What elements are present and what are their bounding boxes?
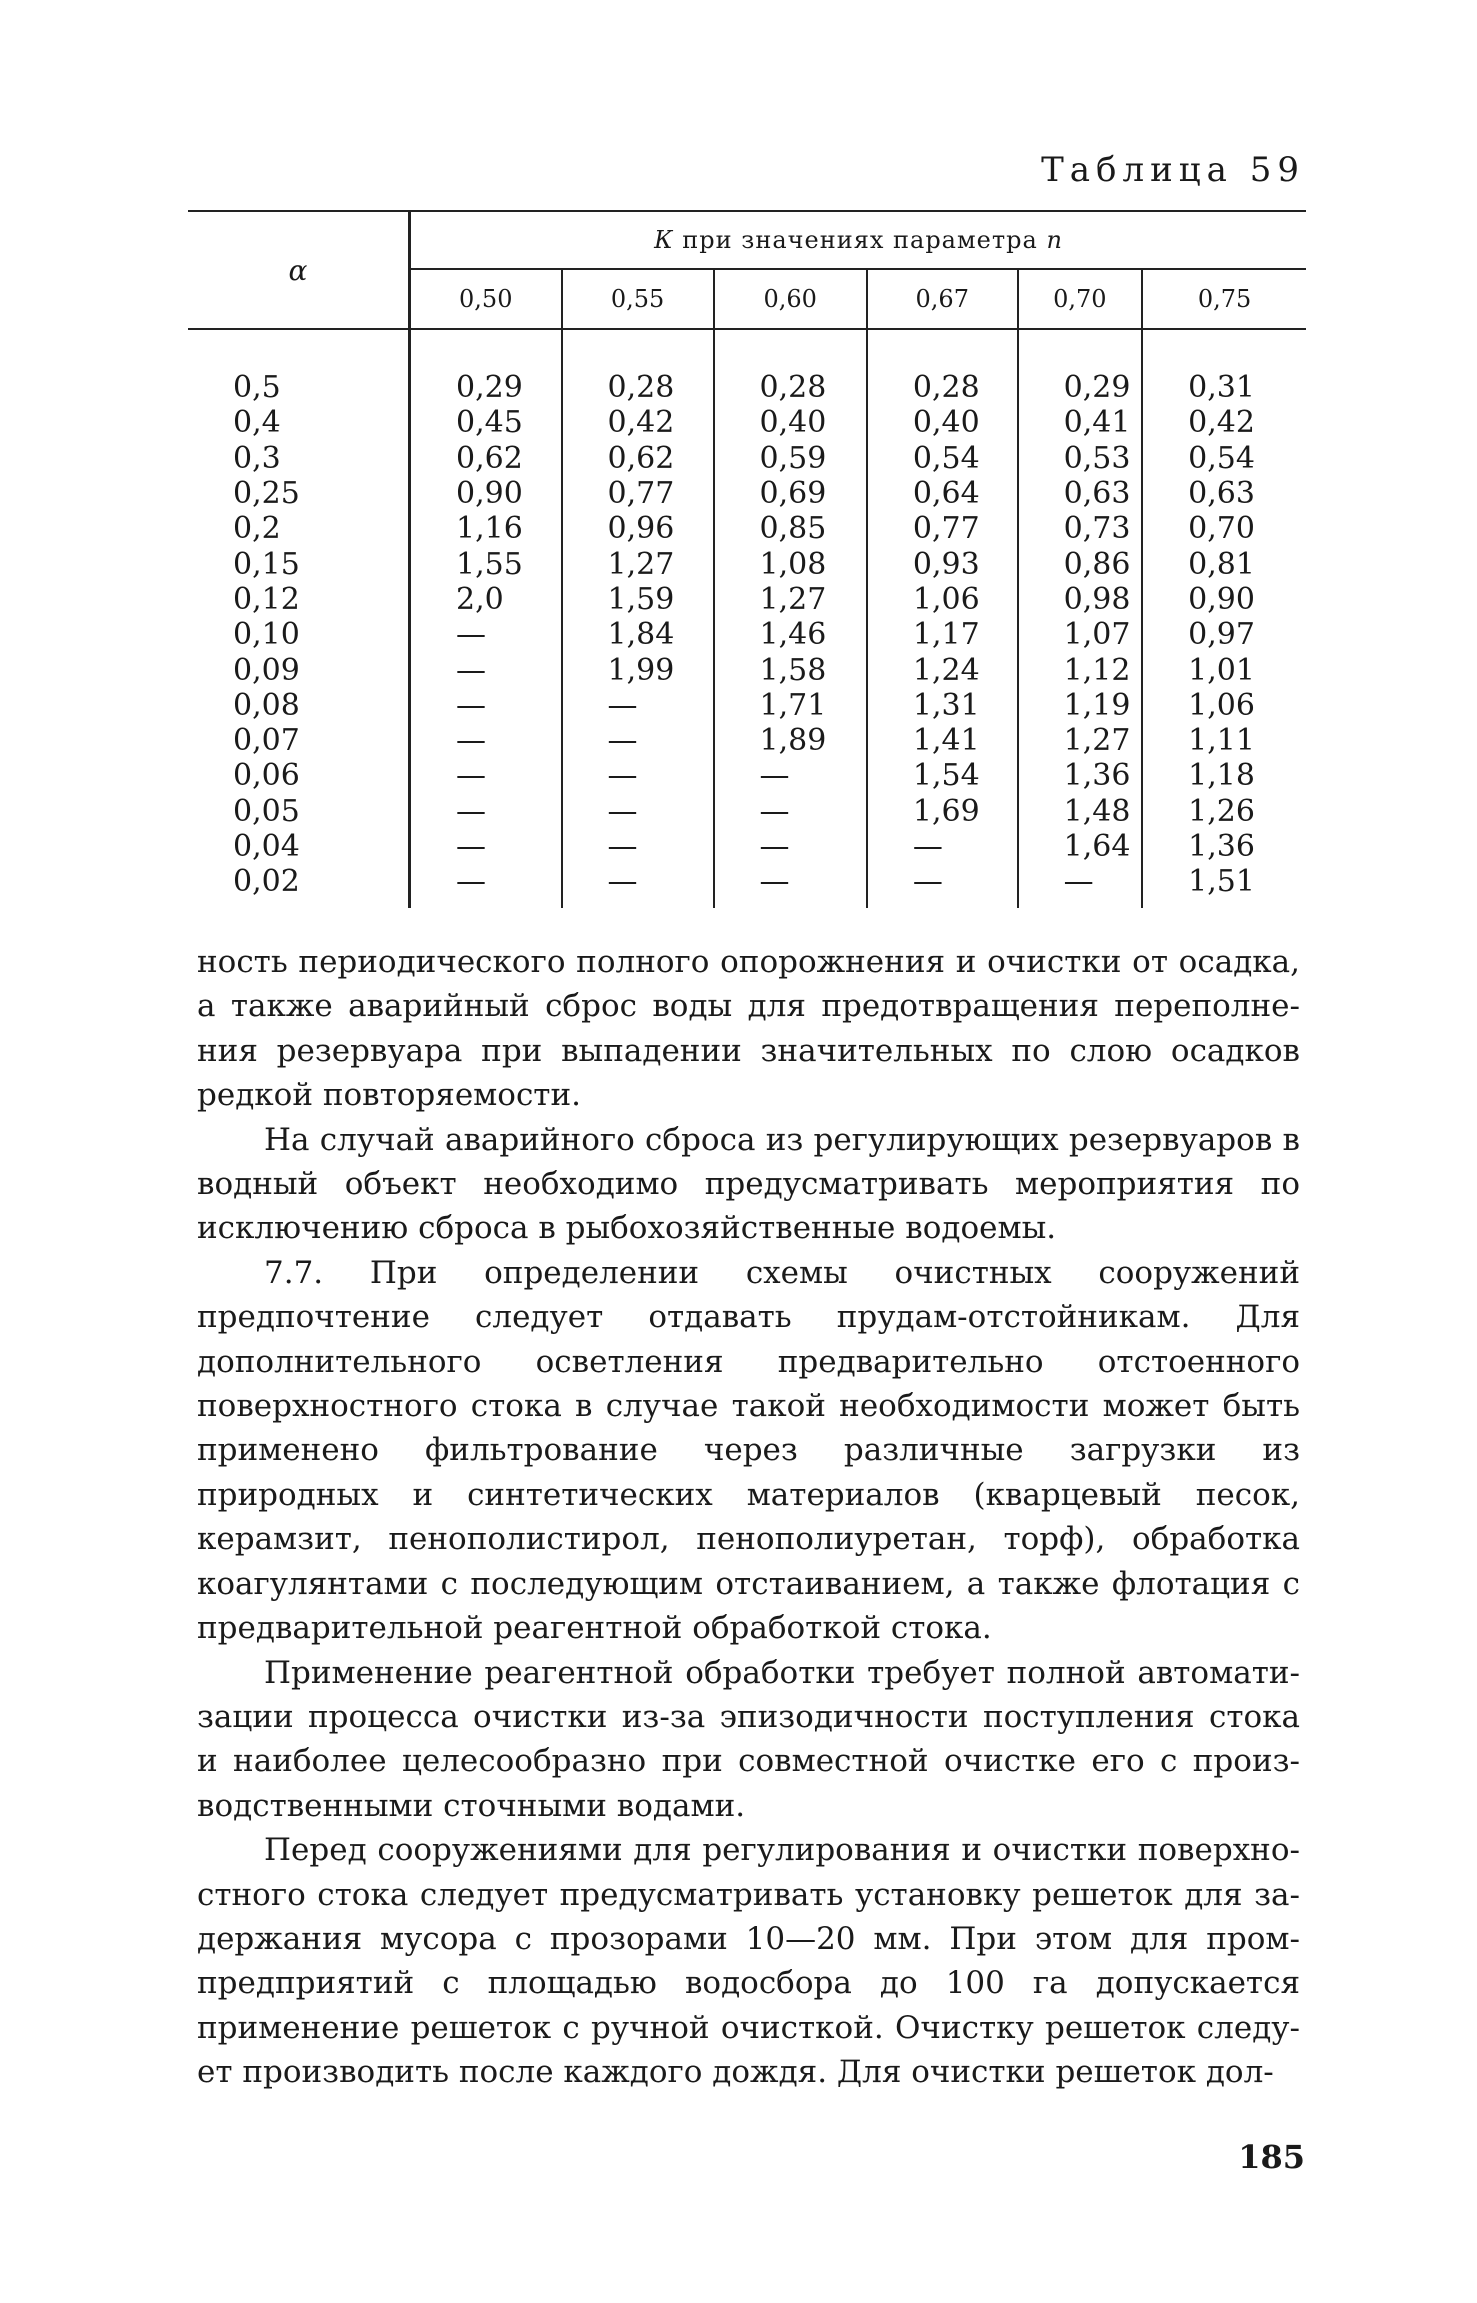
k-value-cell: 1,46 [714,617,867,652]
n-value-header: 0,60 [714,269,867,329]
k-value-cell: 0,73 [1018,511,1143,546]
k-value-cell: 1,31 [867,688,1018,723]
table-body [188,329,1306,908]
table-row [188,617,1306,652]
k-value-cell: — [562,794,714,829]
table-row [188,405,1306,440]
table-row [188,758,1306,793]
k-value-cell: 0,45 [455,405,523,441]
k-value-cell: 0,70 [1142,511,1306,546]
k-value-cell: 0,98 [1018,582,1143,617]
k-value-cell: 0,28 [714,370,867,405]
paragraph: На случай аварийного сброса из регулирующих резервуаров в водный объект необходимо предусматривать мероприятия по исключению сброса в рыбохозяйственные водоемы. [197,1121,1300,1247]
spacer-cell [188,329,409,370]
alpha-cell: 0,2 [188,511,409,546]
alpha-cell: 0,10 [188,617,409,652]
k-value-cell: 1,99 [562,652,714,687]
k-value-cell: 0,29 [455,370,523,406]
n-value-header: 0,70 [1018,269,1143,329]
k-value-cell: 0,28 [867,370,1018,405]
k-value-cell: — [867,864,1018,908]
k-value-cell: — [562,864,714,908]
table-caption: Таблица 59 [1041,150,1305,190]
k-value-cell: 0,62 [562,441,714,476]
alpha-cell: 0,06 [188,758,409,793]
k-value-cell: 1,54 [867,758,1018,793]
alpha-cell: 0,4 [188,405,409,440]
k-value-cell: 0,53 [1018,441,1143,476]
k-value-cell: 1,64 [1018,829,1143,864]
k-value-cell: 1,84 [562,617,714,652]
k-value-cell: 1,06 [867,582,1018,617]
k-value-cell: 1,07 [1018,617,1143,652]
alpha-cell: 0,04 [188,829,409,864]
k-value-cell: 0,85 [714,511,867,546]
k-value-cell: 1,48 [1018,794,1143,829]
k-value-cell: 0,42 [1142,405,1306,440]
k-value-cell: 1,06 [1142,688,1306,723]
k-group-header [409,211,1306,269]
k-value-cell: 1,27 [1018,723,1143,758]
k-value-cell: — [455,687,486,723]
k-value-cell: 1,36 [1018,758,1143,793]
k-value-cell: 0,77 [562,476,714,511]
table-row [188,723,1306,758]
k-symbol: К [654,226,674,254]
k-value-cell: 0,96 [562,511,714,546]
k-value-cell: — [455,617,486,653]
k-value-cell: 1,55 [455,546,523,582]
k-value-cell: 0,81 [1142,546,1306,581]
k-value-cell: — [714,758,867,793]
table-row [188,582,1306,617]
k-value-cell: 1,51 [1142,864,1306,908]
table-row [188,864,1306,908]
k-value-cell: 0,31 [1142,370,1306,405]
k-value-cell: 1,01 [1142,652,1306,687]
k-value-cell: 1,12 [1018,652,1143,687]
k-value-cell: — [455,723,486,759]
k-value-cell: — [455,758,486,794]
table-row [188,511,1306,546]
k-value-cell: 1,27 [562,546,714,581]
k-value-cell: 0,63 [1142,476,1306,511]
k-group-text: при значениях параметра [673,226,1047,254]
k-value-cell: 0,40 [867,405,1018,440]
k-value-cell: 1,11 [1142,723,1306,758]
alpha-cell: 0,3 [188,441,409,476]
k-value-cell: 1,16 [455,511,523,547]
alpha-cell: 0,05 [188,794,409,829]
alpha-cell: 0,08 [188,688,409,723]
k-value-cell: 1,26 [1142,794,1306,829]
k-value-cell: 0,97 [1142,617,1306,652]
spacer-cell [1018,329,1143,370]
k-value-cell: 0,77 [867,511,1018,546]
k-value-cell: 1,58 [714,652,867,687]
k-value-cell: 0,40 [714,405,867,440]
k-value-cell: 1,18 [1142,758,1306,793]
k-value-cell: 1,17 [867,617,1018,652]
header-spacer-row [188,329,1306,370]
table-row [188,652,1306,687]
k-value-cell: — [714,829,867,864]
k-value-cell: — [562,758,714,793]
table-row [188,370,1306,405]
spacer-cell [714,329,867,370]
k-value-cell: 1,08 [714,546,867,581]
body-text [197,940,1300,2095]
spacer-cell [867,329,1018,370]
k-value-cell: 2,0 [455,581,504,617]
k-value-cell: — [562,723,714,758]
k-value-cell: 1,89 [714,723,867,758]
k-value-cell: — [455,829,486,864]
k-value-cell: 1,36 [1142,829,1306,864]
k-value-cell: — [455,864,486,900]
alpha-cell: 0,07 [188,723,409,758]
n-value-header: 0,55 [562,269,714,329]
k-value-cell: 0,93 [867,546,1018,581]
k-value-cell: — [1018,864,1143,908]
n-value-header: 0,67 [867,269,1018,329]
alpha-cell: 0,15 [188,546,409,581]
n-value-header: 0,75 [1142,269,1306,329]
k-value-cell: 0,29 [1018,370,1143,405]
n-symbol: n [1046,226,1063,254]
k-value-cell: 0,41 [1018,405,1143,440]
k-value-cell: — [714,794,867,829]
table-row [188,688,1306,723]
k-value-cell: 0,42 [562,405,714,440]
alpha-cell: 0,5 [188,370,409,405]
paragraph: 7.7. При определении схемы очистных сооружений предпочтение следует отдавать прудам-отстойникам. Для дополнительного осветления предварительно отстоенного поверхностного стока в случае такой необходимости может быть применено фильтрование через различные загрузки из природных и синтетических материалов (кварцевый песок, керамзит, пенополистирол, пенополиуретан, торф), обработка коагулянтами с последующим отстаиванием, а также флотация с предварительной реагентной обработкой стока. [197,1254,1300,1647]
table-row [188,546,1306,581]
k-value-cell: — [867,829,1018,864]
paragraph: ность периодического полного опорожнения и очистки от осадка, а также аварийный сброс воды для предотвращения переполнения резервуара при выпадении значительных по слою осадков редкой повторяемости. [197,944,1300,1114]
k-value-cell: — [562,688,714,723]
k-value-cell: — [455,652,486,688]
alpha-cell: 0,12 [188,582,409,617]
alpha-column-header: α [188,211,409,329]
k-value-cell: 0,90 [1142,582,1306,617]
table-row [188,441,1306,476]
table-header [188,211,1306,329]
k-value-cell: 0,64 [867,476,1018,511]
k-value-cell: 0,54 [1142,441,1306,476]
spacer-cell [1142,329,1306,370]
k-value-cell: 0,86 [1018,546,1143,581]
k-value-cell: 1,24 [867,652,1018,687]
page-number: 185 [1238,2138,1305,2176]
k-value-cell: 0,54 [867,441,1018,476]
n-value-header: 0,50 [459,285,513,313]
k-value-cell: — [714,864,867,908]
table-row [188,476,1306,511]
k-value-cell: 0,69 [714,476,867,511]
k-value-cell: 1,19 [1018,688,1143,723]
alpha-cell: 0,25 [188,476,409,511]
table-row [188,829,1306,864]
spacer-cell [562,329,714,370]
paragraph: Перед сооружениями для регулирования и очистки поверхностного стока следует предусматривать установку решеток для задержания мусора с прозорами 10—20 мм. При этом для промпредприятий с площадью водосбора до 100 га допускается применение решеток с ручной очисткой. Очистку решеток следует производить после каждого дождя. Для очистки решеток дол- [197,1832,1300,2091]
alpha-cell: 0,02 [188,864,409,908]
paragraph: Применение реагентной обработки требует полной автоматизации процесса очистки из-за эпизодичности поступления стока и наиболее целесообразно при совместной очистке его с производственными сточными водами. [197,1654,1300,1824]
alpha-cell: 0,09 [188,652,409,687]
k-value-cell: 0,62 [455,440,523,476]
k-value-cell: 1,71 [714,688,867,723]
k-value-cell: 1,69 [867,794,1018,829]
k-value-cell: 1,41 [867,723,1018,758]
k-value-cell: 0,63 [1018,476,1143,511]
coefficient-table [188,210,1306,908]
k-value-cell: 0,59 [714,441,867,476]
k-value-cell: 0,90 [455,476,523,512]
k-value-cell: — [562,829,714,864]
k-value-cell: 1,27 [714,582,867,617]
spacer-cell [409,329,561,370]
k-value-cell: 1,59 [562,582,714,617]
k-value-cell: — [455,793,486,829]
k-value-cell: 0,28 [562,370,714,405]
table-row [188,794,1306,829]
